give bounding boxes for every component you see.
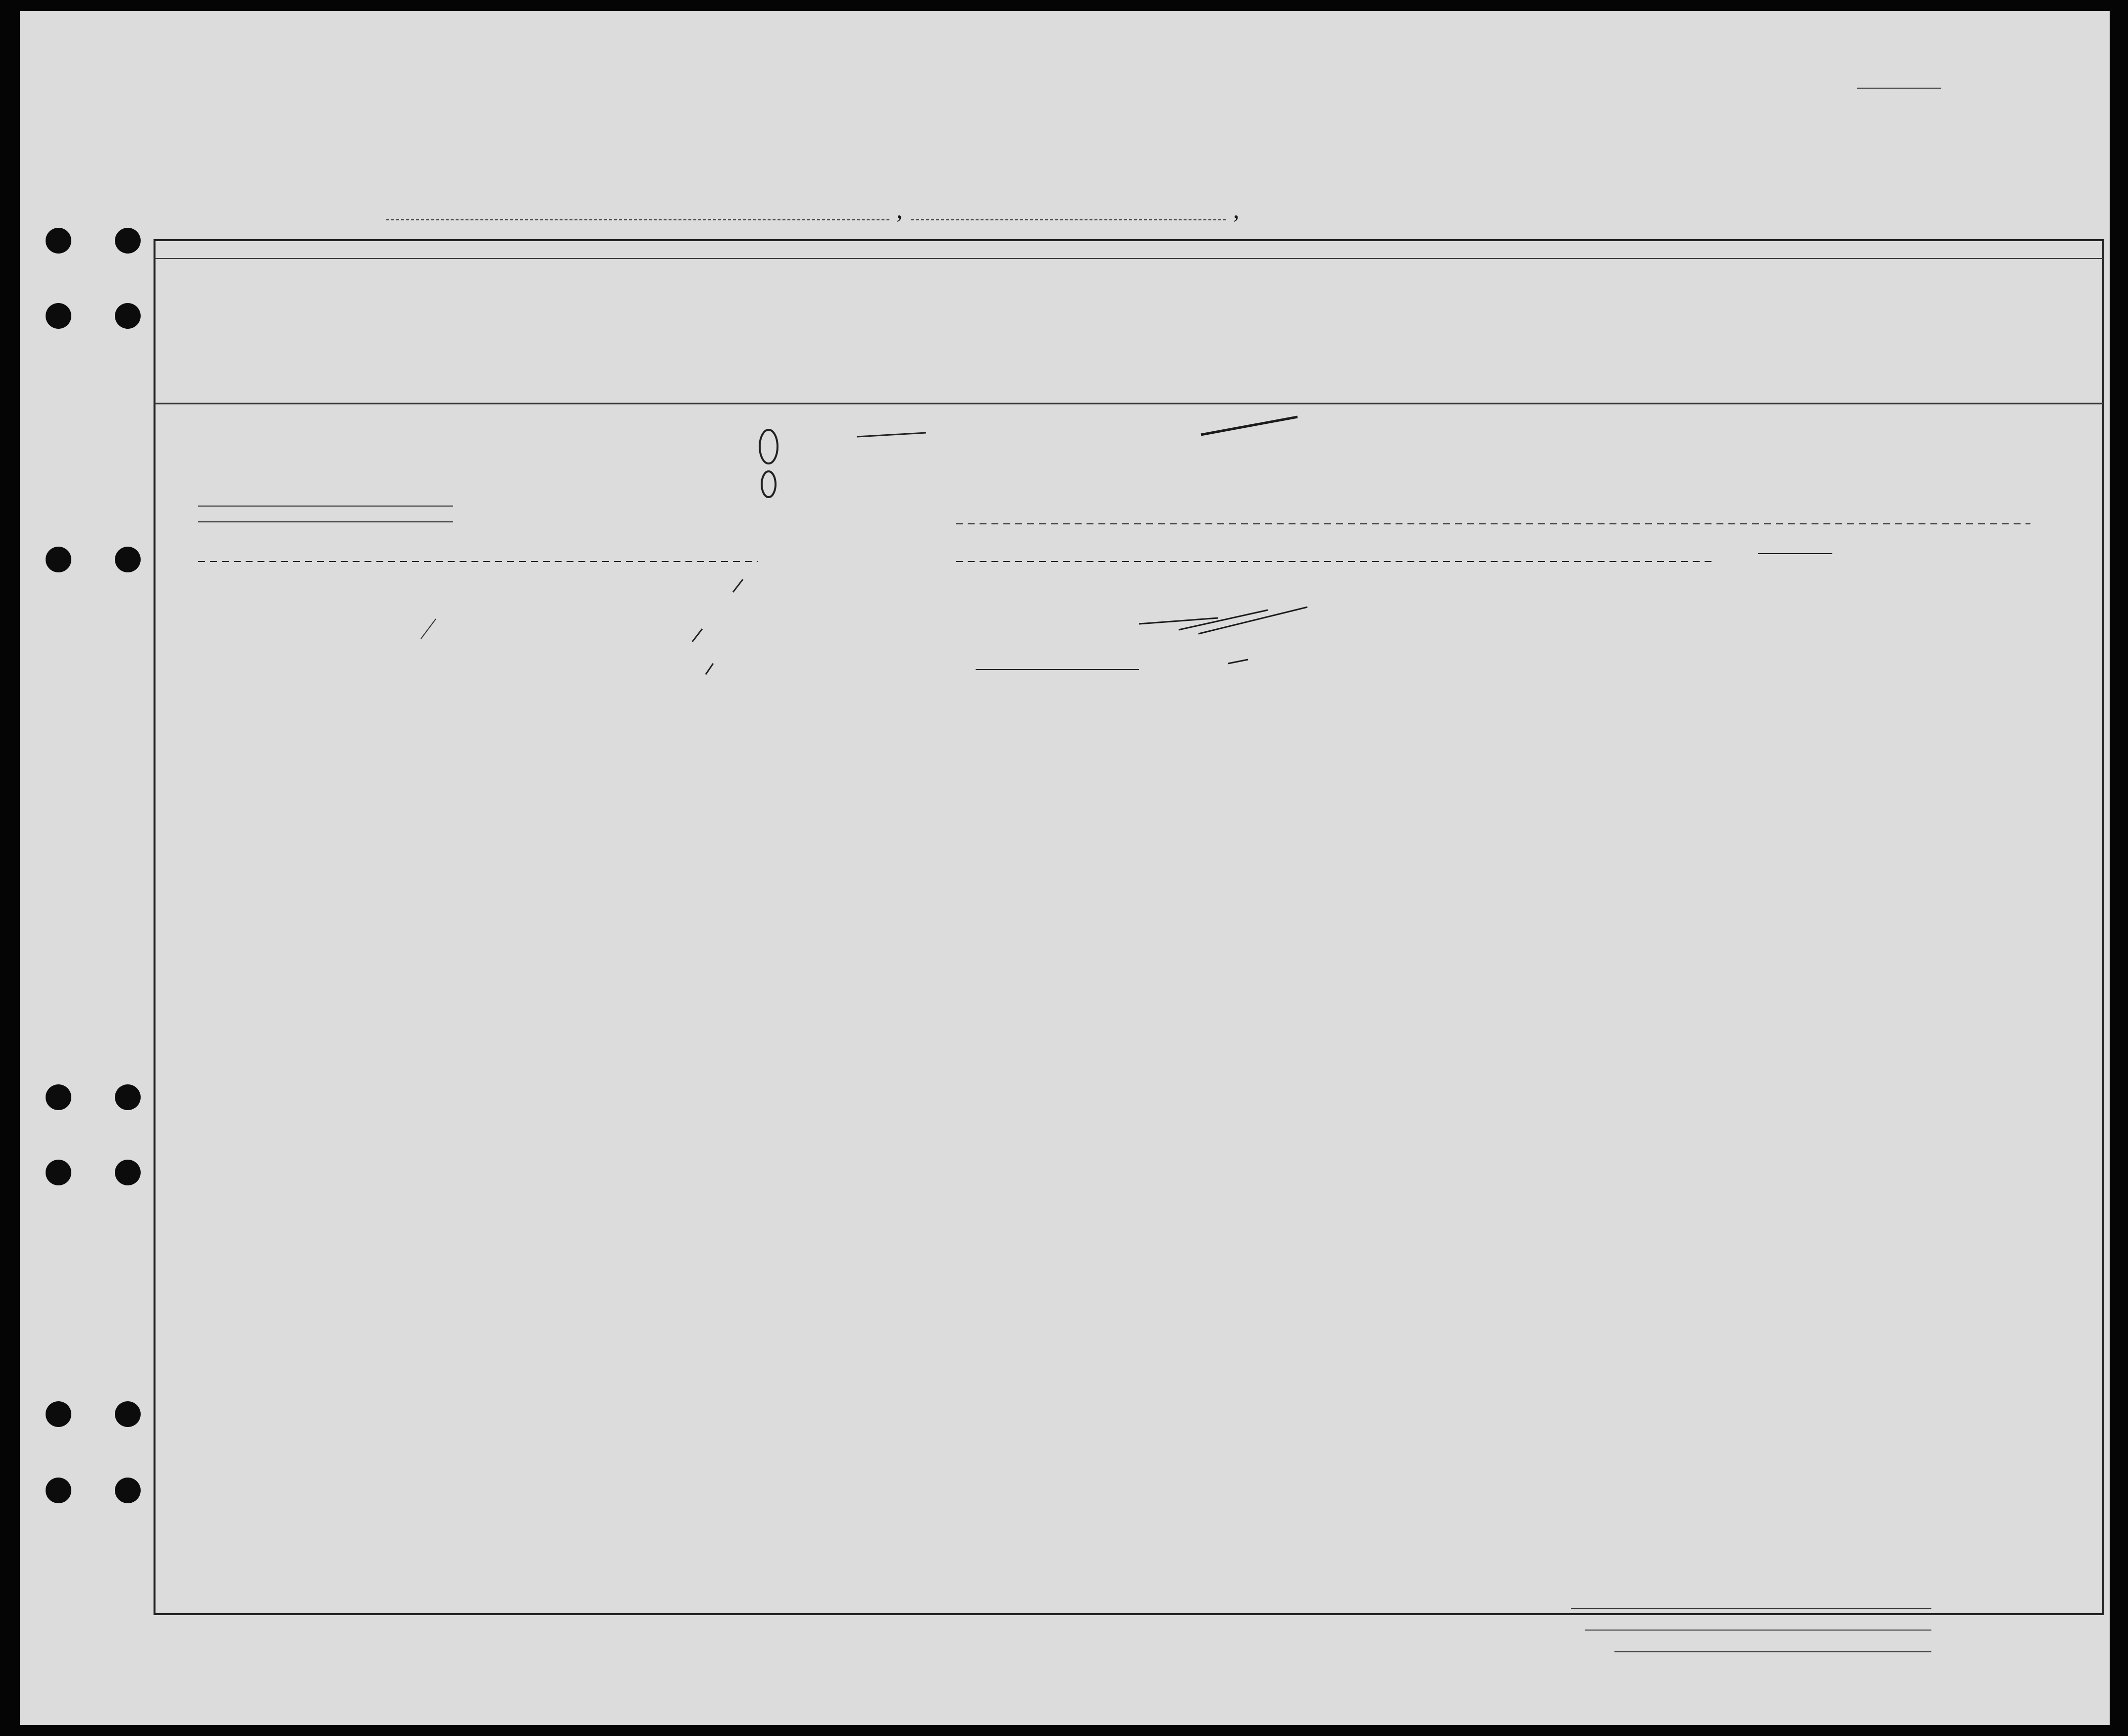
svg-text:,: ,: [896, 196, 903, 223]
svg-text:,: ,: [1233, 196, 1240, 223]
paper: [20, 11, 2110, 1725]
